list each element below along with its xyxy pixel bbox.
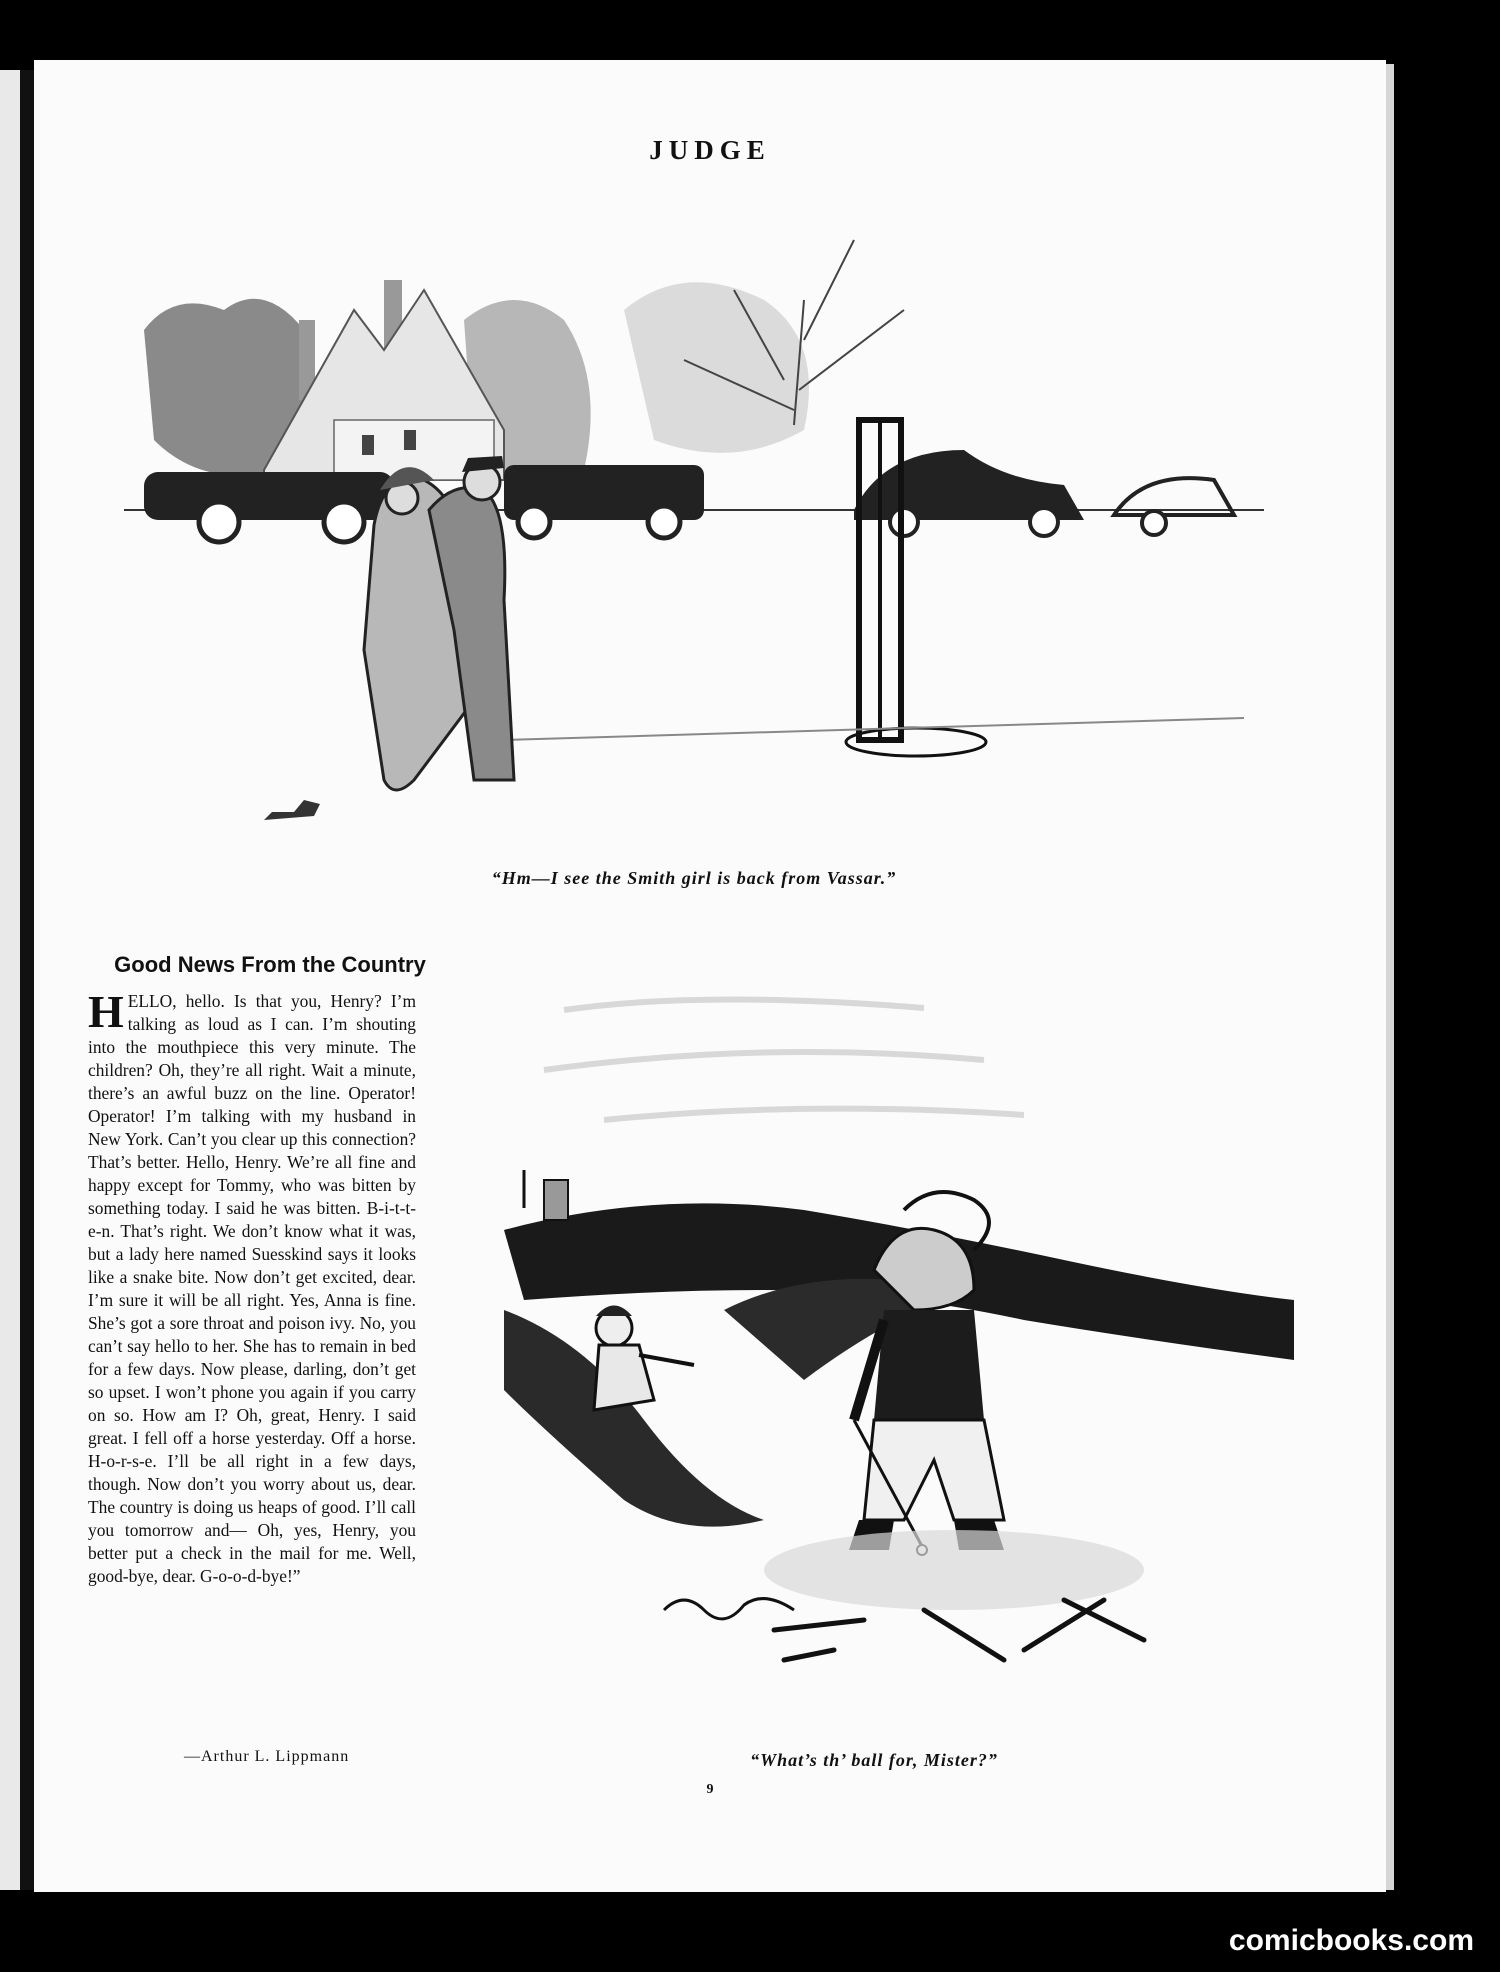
magazine-page <box>34 60 1386 1892</box>
top-cartoon-caption: “Hm—I see the Smith girl is back from Vassar.” <box>491 868 897 888</box>
drop-cap: H <box>88 986 124 1037</box>
facing-page-edge <box>0 70 20 1890</box>
article-title: Good News From the Country <box>114 952 426 977</box>
article-byline: —Arthur L. Lippmann <box>184 1748 350 1765</box>
top-cartoon-illustration <box>84 180 1304 920</box>
page-edge <box>1386 64 1394 1890</box>
page-number: 9 <box>706 1782 714 1797</box>
running-head: JUDGE <box>649 135 771 165</box>
article-text: ELLO, hello. Is that you, Henry? I’m talking as loud as I can. I’m shouting into the mouthpiece this very minute. The children? Oh, they’re all right. Wait a minute, there’s an awful buzz on the line. Operator! Operator! I’m talking with my husband in New York. Can’t you clear up this connection? That’s better. Hello, Henry. We’re all fine and happy except for Tommy, who was bitten by something today. I said he was bitten. B-i-t-t-e-n. That’s right. We don’t know what it was, but a lady here named Suesskind says it looks like a snake bite. Now don’t get excited, dear. I’m sure it will be all right. Yes, Anna is fine. She’s got a sore throat and poison ivy. No, you can’t say hello to her. She has to remain in bed for a few days. Now please, darling, don’t get so upset. I won’t phone you again if you carry on so. How am I? Oh, great, Henry. I said great. I fell off a horse yesterday. Off a horse. H-o-r-s-e. I’ll be all right in a few days, though. Now don’t you worry about us, dear. The country is doing us heaps of good. I’ll call you tomorrow and— Oh, yes, Henry, you better put a check in the mail for me. Well, good-bye, dear. G-o-o-d-bye!” <box>88 991 416 1586</box>
bottom-cartoon-caption: “What’s th’ ball for, Mister?” <box>750 1750 998 1770</box>
article-body <box>88 986 416 1588</box>
bottom-cartoon-illustration <box>504 960 1304 1680</box>
book-gutter <box>20 70 34 1890</box>
watermark-text: comicbooks.com <box>1228 1924 1474 1957</box>
